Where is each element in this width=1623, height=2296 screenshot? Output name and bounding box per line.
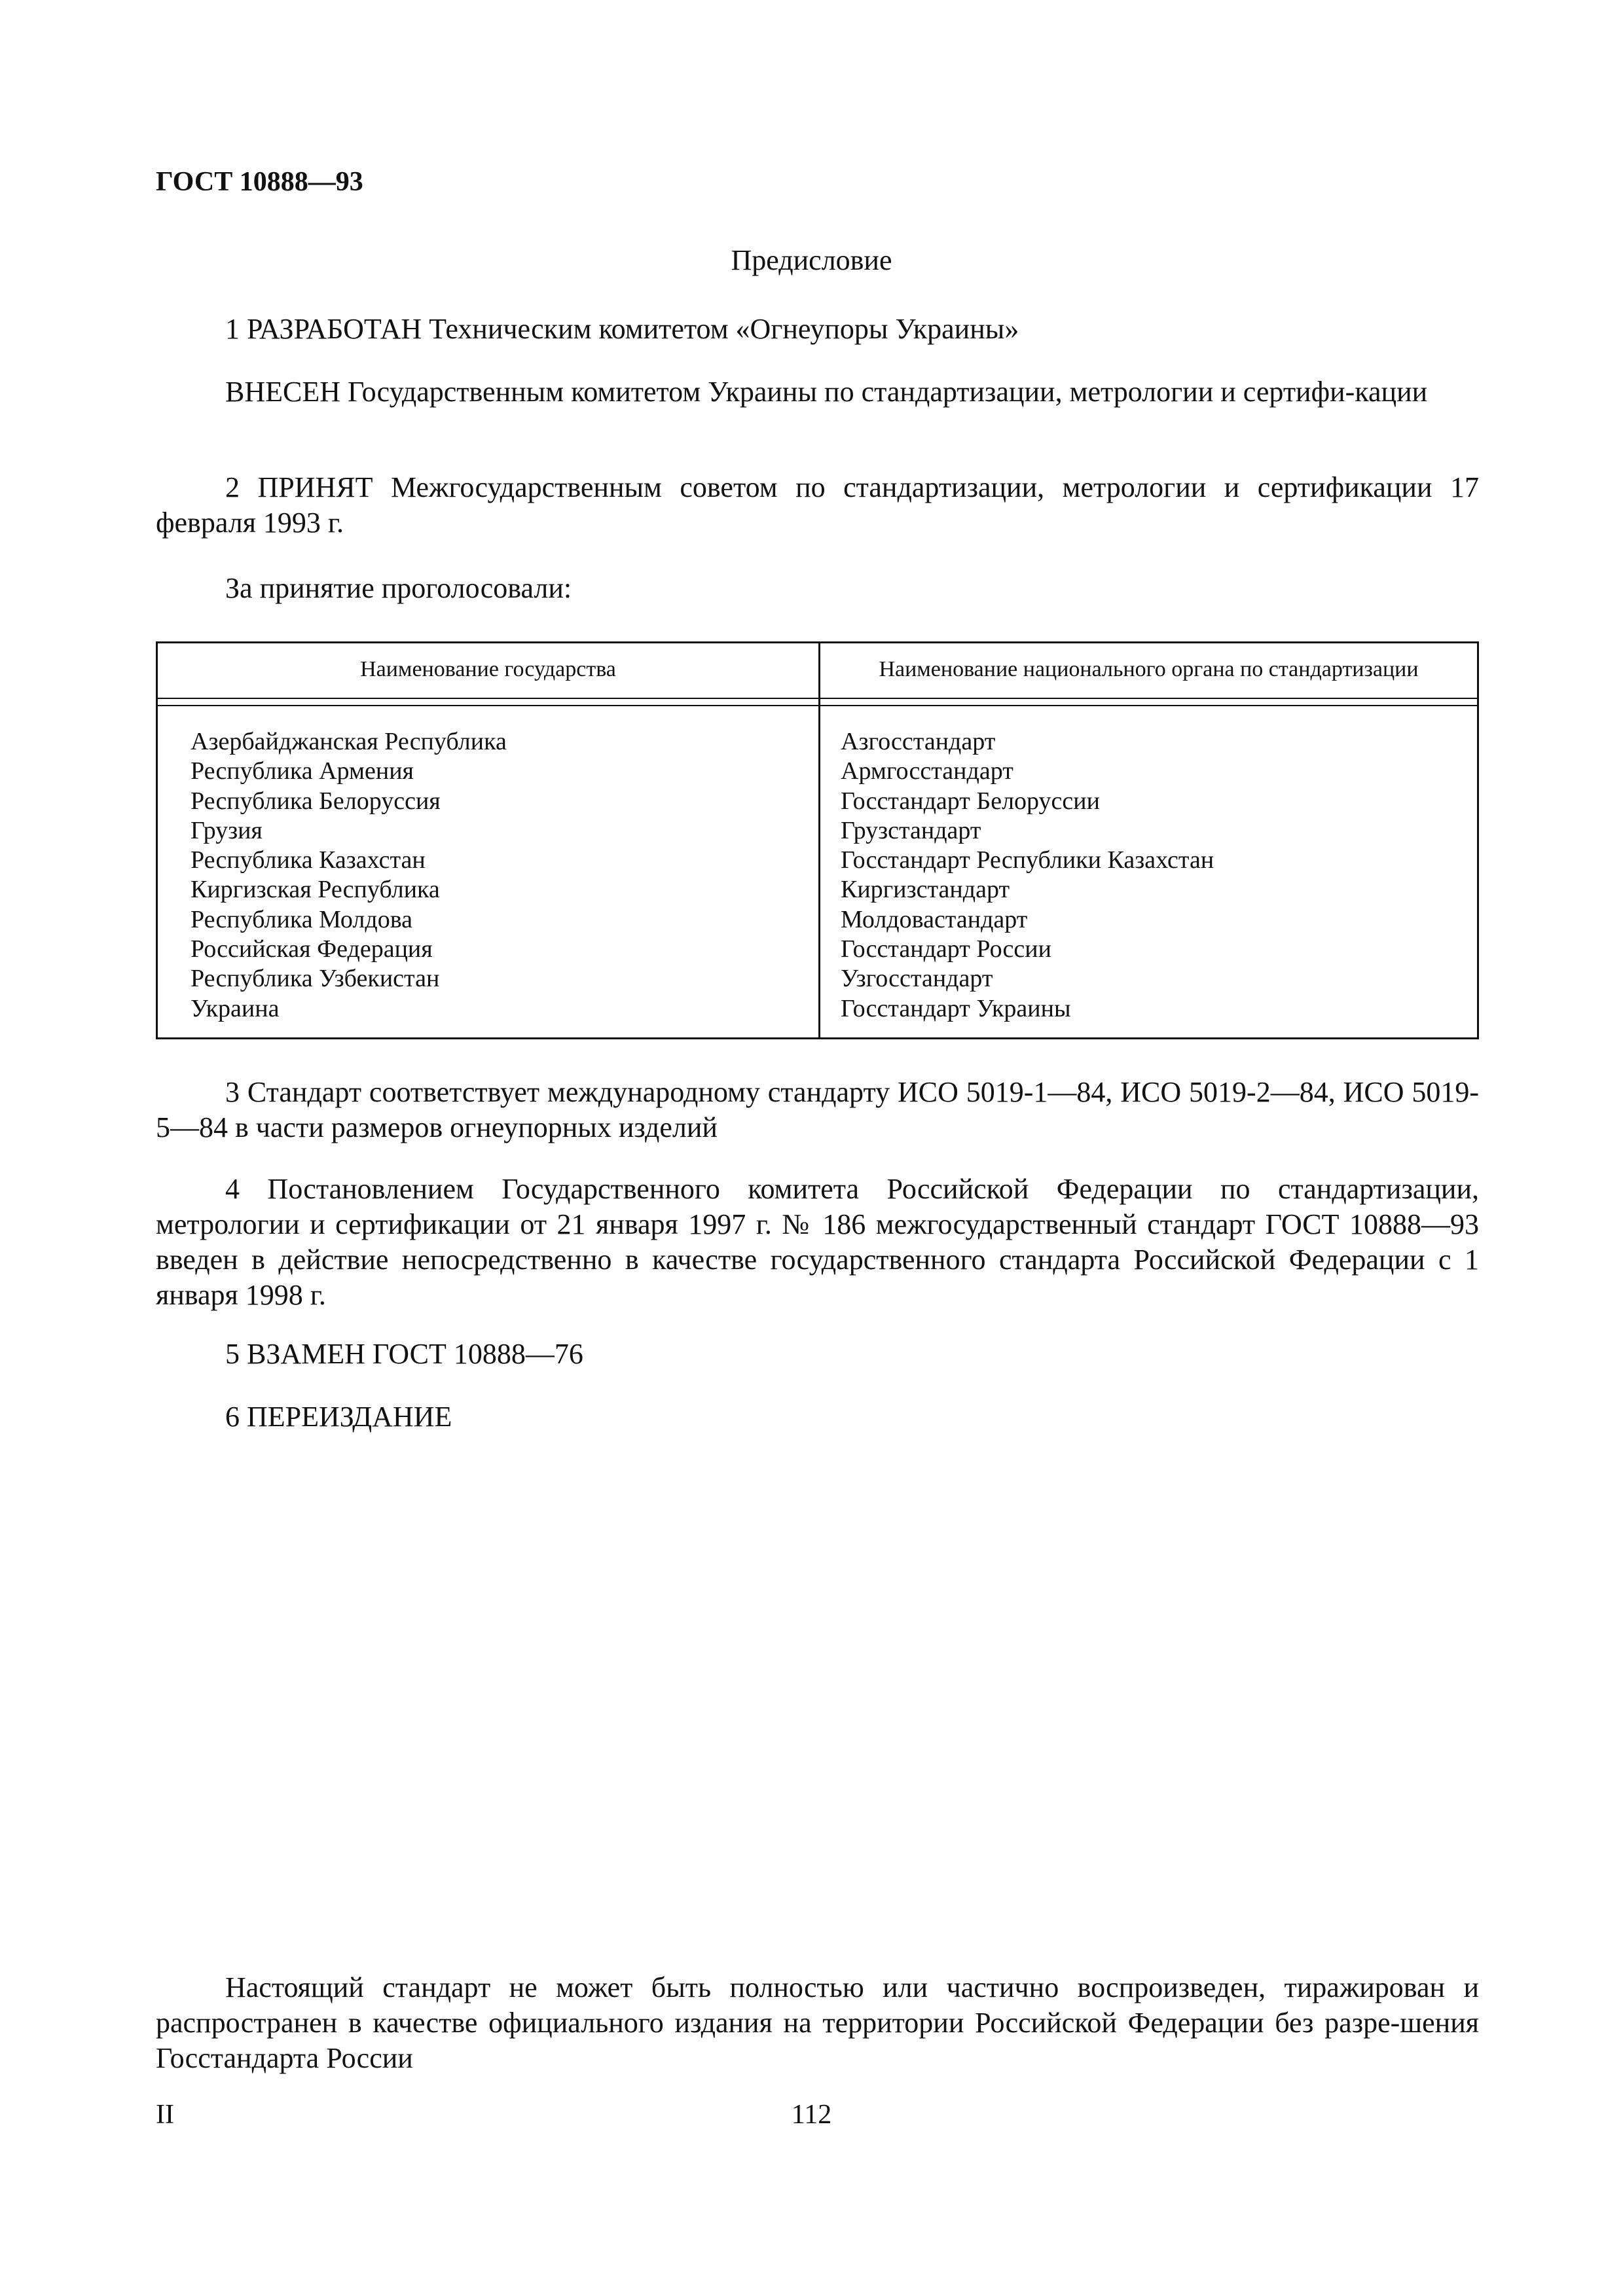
table-cell-national-body: Госстандарт Белоруссии: [841, 787, 1100, 815]
foreword-title: Предисловие: [731, 244, 892, 276]
table-cell-national-body: Госстандарт Украины: [841, 994, 1071, 1022]
table-cell-national-body: Узгосстандарт: [841, 965, 993, 993]
paragraph-replaces: 5 ВЗАМЕН ГОСТ 10888—76: [225, 1338, 583, 1370]
table-cell-national-body: Грузстандарт: [841, 816, 981, 844]
table-header-divider: [158, 698, 1477, 699]
paragraph-reissue: 6 ПЕРЕИЗДАНИЕ: [225, 1401, 452, 1433]
table-column-divider: [818, 643, 820, 1037]
paragraph-adopted: 2 ПРИНЯТ Межгосударственным советом по стандартизации, метрологии и сертификации 17 февраля 1993 г.: [156, 471, 1479, 539]
table-cell-state: Украина: [191, 994, 280, 1022]
table-cell-state: Республика Белоруссия: [191, 787, 441, 815]
page-roman-numeral: II: [156, 2100, 174, 2130]
table-cell-national-body: Госстандарт Республики Казахстан: [841, 846, 1214, 874]
table-cell-national-body: Госстандарт России: [841, 935, 1051, 963]
table-cell-national-body: Молдовастандарт: [841, 905, 1028, 933]
paragraph-developed: 1 РАЗРАБОТАН Техническим комитетом «Огнеупоры Украины»: [225, 313, 1019, 345]
table-cell-national-body: Киргизстандарт: [841, 876, 1010, 904]
copyright-note: Настоящий стандарт не может быть полностью или частично воспроизведен, тиражирован и распространен в качестве официального издания на территории Российской Федерации без разре-шения Госстандарта России: [156, 1971, 1479, 2074]
voting-table: [156, 641, 1479, 1039]
table-cell-state: Грузия: [191, 816, 263, 844]
table-cell-state: Российская Федерация: [191, 935, 433, 963]
table-cell-national-body: Азгосстандарт: [841, 728, 996, 755]
page-number: 112: [791, 2100, 832, 2130]
table-cell-state: Азербайджанская Республика: [191, 728, 507, 755]
paragraph-iso-compliance: 3 Стандарт соответствует международному стандарту ИСО 5019-1—84, ИСО 5019-2—84, ИСО 5019-5—84 в части размеров огнеупорных изделий: [156, 1076, 1479, 1143]
paragraph-enactment: 4 Постановлением Государственного комитета Российской Федерации по стандартизации, метрологии и сертификации от 21 января 1997 г. № 186 межгосударственный стандарт ГОСТ 10888—93 введен в действие непосредственно в качестве государственного стандарта Российской Федерации с 1 января 1998 г.: [156, 1173, 1479, 1311]
table-header-national-body: Наименование национального органа по стандартизации: [879, 657, 1419, 681]
state-column: [191, 727, 507, 1024]
table-cell-state: Республика Молдова: [191, 905, 413, 933]
paragraph-introduced: ВНЕСЕН Государственным комитетом Украины по стандартизации, метрологии и сертифи-кации: [225, 376, 1428, 408]
table-cell-state: Республика Армения: [191, 757, 414, 785]
table-header-state: Наименование государства: [360, 657, 616, 681]
table-cell-state: Республика Узбекистан: [191, 965, 440, 993]
table-header-divider: [158, 705, 1477, 706]
paragraph-voted: За принятие проголосовали:: [225, 572, 572, 604]
national-body-column: [841, 727, 1214, 1024]
document-code: ГОСТ 10888—93: [156, 167, 363, 197]
table-cell-state: Киргизская Республика: [191, 876, 440, 904]
table-cell-national-body: Армгосстандарт: [841, 757, 1013, 785]
table-cell-state: Республика Казахстан: [191, 846, 426, 874]
